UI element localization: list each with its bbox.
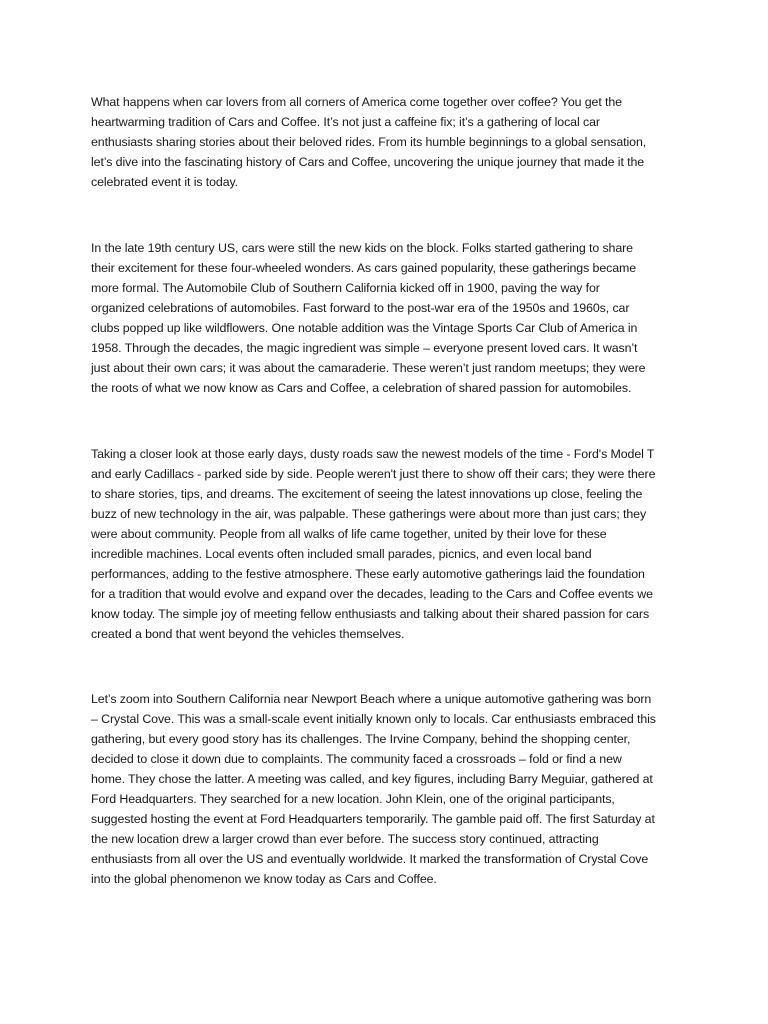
paragraph-crystal-cove: Let’s zoom into Southern California near Newport Beach where a unique automotive gathering was born – Crystal Cove. This was a small-scale event initially known only to locals. Car enthusiasts embraced this gathering, but every good story has its challenges. The Irvine Company, behind the shopping center, decided to close it down due to complaints. The community faced a crossroads – fold or find a new home. They chose the latter. A meeting was called, and key figures, including Barry Meguiar, gathered at Ford Headquarters. They searched for a new location. John Klein, one of the original participants, suggested hosting the event at Ford Headquarters temporarily. The gamble paid off. The first Saturday at the new location drew a larger crowd than ever before. The success story continued, attracting enthusiasts from all over the US and eventually worldwide. It marked the transformation of Crystal Cove into the global phenomenon we know today as Cars and Coffee.	[91, 692, 656, 886]
paragraph-intro: What happens when car lovers from all corners of America come together over coffee? You get the heartwarming tradition of Cars and Coffee. It’s not just a caffeine fix; it’s a gathering of local car enthusiasts sharing stories about their beloved rides. From its humble beginnings to a global sensation, let’s dive into the fascinating history of Cars and Coffee, uncovering the unique journey that made it the celebrated event it is today.	[91, 95, 647, 189]
paragraph-early-days: Taking a closer look at those early days, dusty roads saw the newest models of the time - Ford's Model T and early Cadillacs - parked side by side. People weren't just there to show off their cars; they were there to share stories, tips, and dreams. The excitement of seeing the latest innovations up close, feeling the buzz of new technology in the air, was palpable. These gatherings were about more than just cars; they were about community. People from all walks of life came together, united by their love for these incredible machines. Local events often included small parades, picnics, and even local band performances, adding to the festive atmosphere. These early automotive gatherings laid the foundation for a tradition that would evolve and expand over the decades, leading to the Cars and Coffee events we know today. The simple joy of meeting fellow enthusiasts and talking about their shared passion for cars created a bond that went beyond the vehicles themselves.	[91, 447, 656, 641]
paragraph-early-history: In the late 19th century US, cars were still the new kids on the block. Folks started gathering to share their excitement for these four-wheeled wonders. As cars gained popularity, these gatherings became more formal. The Automobile Club of Southern California kicked off in 1900, paving the way for organized celebrations of automobiles. Fast forward to the post-war era of the 1950s and 1960s, car clubs popped up like wildflowers. One notable addition was the Vintage Sports Car Club of America in 1958. Through the decades, the magic ingredient was simple – everyone present loved cars. It wasn’t just about their own cars; it was about the camaraderie. These weren’t just random meetups; they were the roots of what we now know as Cars and Coffee, a celebration of shared passion for automobiles.	[91, 241, 646, 395]
